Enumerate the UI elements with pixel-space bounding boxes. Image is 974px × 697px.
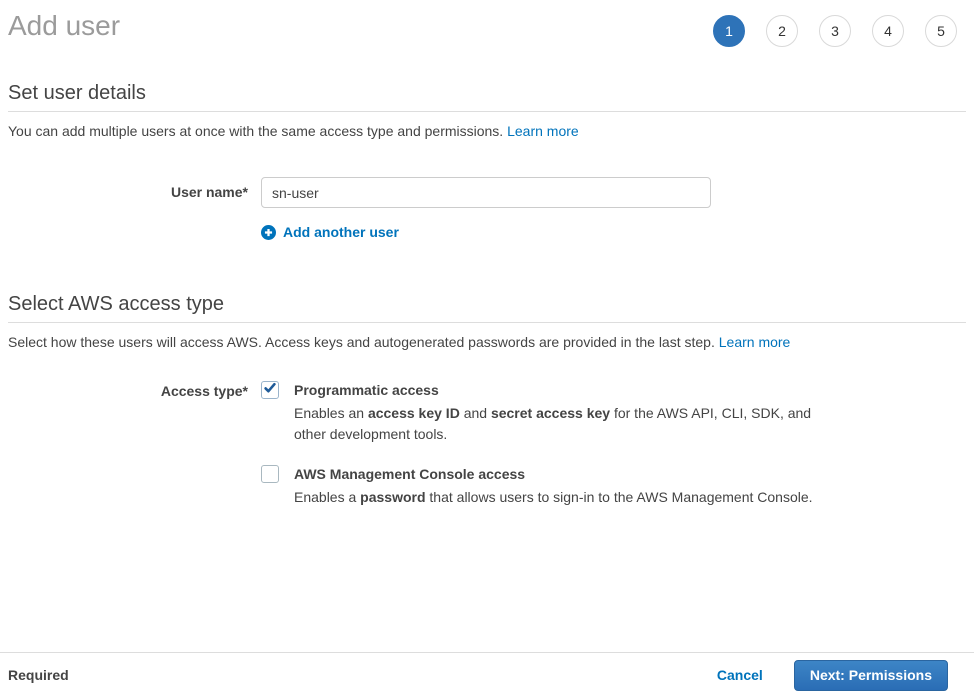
programmatic-access-text: [294, 381, 826, 445]
programmatic-access-option: [261, 381, 826, 445]
console-access-title: AWS Management Console access: [294, 465, 526, 482]
set-user-details-heading: Set user details: [8, 82, 966, 112]
console-access-checkbox[interactable]: [261, 465, 279, 483]
required-note: Required: [8, 667, 69, 683]
next-permissions-button[interactable]: Next: Permissions: [794, 660, 948, 691]
desc-segment-bold: secret access key: [490, 404, 611, 421]
add-another-user-label: Add another user: [283, 224, 399, 240]
step-2-badge: 2: [766, 15, 798, 47]
page-header: [8, 0, 966, 42]
select-access-type-description: [8, 335, 966, 350]
desc-segment: for the AWS API, CLI, SDK, and other development tools.: [294, 404, 812, 442]
desc-segment-bold: access key ID: [367, 404, 460, 421]
description-text: You can add multiple users at once with the same access type and permissions.: [8, 123, 504, 139]
learn-more-link-user-details[interactable]: Learn more: [507, 123, 579, 139]
user-name-row: [8, 177, 966, 208]
access-type-row: [8, 381, 966, 508]
user-name-input[interactable]: [261, 177, 711, 208]
console-access-text: [294, 465, 813, 508]
plus-circle-icon: [261, 225, 276, 240]
console-access-option: [261, 465, 826, 508]
description-text: Select how these users will access AWS. Access keys and autogenerated passwords are provided in the last step.: [8, 333, 715, 350]
add-another-user-button[interactable]: [261, 224, 399, 240]
check-icon: [263, 381, 277, 398]
step-3-badge: 3: [819, 15, 851, 47]
access-type-label: Access type*: [160, 382, 248, 399]
programmatic-access-description: [294, 403, 826, 445]
step-5-badge: 5: [925, 15, 957, 47]
page-title: Add user: [8, 10, 121, 41]
step-1-badge: 1: [713, 15, 745, 47]
select-access-type-section: [8, 293, 966, 508]
learn-more-link-access-type[interactable]: Learn more: [718, 333, 791, 350]
select-access-type-heading: Select AWS access type: [8, 293, 966, 323]
add-another-user-row: [261, 224, 966, 243]
set-user-details-description: [8, 124, 966, 139]
desc-segment: Enables a: [294, 488, 361, 505]
user-name-label: User name*: [170, 184, 248, 200]
console-access-description: [294, 487, 813, 508]
desc-segment-bold: password: [360, 488, 426, 505]
set-user-details-section: [8, 82, 966, 243]
desc-segment: and: [459, 404, 491, 421]
programmatic-access-title: Programmatic access: [294, 381, 439, 398]
wizard-footer: [0, 652, 974, 697]
cancel-button[interactable]: Cancel: [716, 667, 763, 683]
access-type-options: [261, 381, 826, 508]
programmatic-access-checkbox[interactable]: [261, 381, 279, 399]
step-4-badge: 4: [872, 15, 904, 47]
desc-segment: that allows users to sign-in to the AWS Management Console.: [425, 488, 813, 505]
wizard-step-indicator: [713, 15, 957, 47]
desc-segment: Enables an: [294, 404, 368, 421]
